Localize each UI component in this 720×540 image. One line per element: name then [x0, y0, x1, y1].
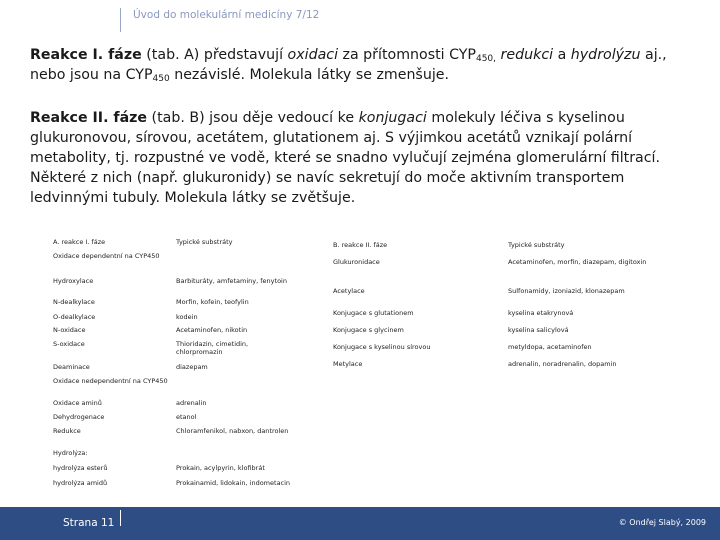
table-cell-substrate: metyldopa, acetaminofen [508, 343, 592, 351]
paragraph-phase-one [30, 45, 700, 85]
text-run-italic: redukci [500, 47, 554, 63]
table-cell-substrate: Thioridazin, cimetidin, chlorpromazin [176, 340, 249, 356]
table-cell-substrate: Prokainamid, lidokain, indometacin [176, 479, 291, 487]
table-cell-substrate: Prokain, acylpyrin, klofibrát [176, 464, 265, 472]
footer-divider [120, 510, 121, 526]
table-cell-substrate: Barbituráty, amfetaminy, fenytoin [176, 277, 287, 285]
table-cell-reaction: Dehydrogenace [53, 413, 105, 421]
table-cell-reaction: Konjugace s glutationem [333, 309, 414, 317]
phase-one-heading: Reakce I. fáze [30, 47, 142, 63]
text-run: (tab. A) představují [141, 47, 288, 63]
table-cell-reaction: Hydrolýza: [53, 449, 88, 457]
table-cell-substrate: diazepam [176, 363, 208, 371]
table-cell-reaction: S-oxidace [53, 340, 85, 348]
table-cell-reaction: Konjugace s kyselinou sírovou [333, 343, 431, 351]
copyright-notice: © Ondřej Slabý, 2009 [618, 518, 706, 527]
text-run: nezávislé. Molekula látky se zmenšuje. [169, 67, 449, 83]
table-cell-substrate: kodein [176, 313, 198, 321]
table-cell-substrate: Chloramfenikol, nabxon, dantrolen [176, 427, 289, 435]
text-run-italic: oxidaci [287, 47, 339, 63]
subscript: 450 [152, 74, 170, 84]
table-cell-reaction: O-dealkylace [53, 313, 96, 321]
paragraph-phase-two [30, 108, 700, 208]
table-cell-substrate: kyselina etakrynová [508, 309, 574, 317]
table-cell-substrate: Typické substráty [176, 238, 233, 246]
table-cell-reaction: Glukuronidace [333, 258, 380, 266]
text-run: aj., nebo jsou na CYP [30, 47, 667, 83]
table-cell-substrate: Sulfonamidy, izoniazid, klonazepam [508, 287, 625, 295]
text-run: (tab. B) jsou děje vedoucí ke [147, 110, 359, 126]
text-run-italic: hydrolýzu [570, 47, 641, 63]
table-cell-reaction: B. reakce II. fáze [333, 241, 388, 249]
table-cell-reaction: hydrolýza amidů [53, 479, 108, 487]
table-cell-substrate: Typické substráty [508, 241, 565, 249]
subscript: 450, [475, 54, 497, 64]
text-run-italic: konjugaci [358, 110, 427, 126]
table-cell-reaction: Metylace [333, 360, 363, 368]
table-cell-substrate: Acetaminofen, morfin, diazepam, digitoxin [508, 258, 647, 266]
slide-header-title: Úvod do molekulární medicíny 7/12 [133, 9, 320, 21]
table-cell-substrate: etanol [176, 413, 197, 421]
table-cell-reaction: Redukce [53, 427, 81, 435]
table-cell-substrate: Acetaminofen, nikotin [176, 326, 248, 334]
table-cell-substrate: adrenalin [176, 399, 207, 407]
text-run: za přítomnosti CYP [338, 47, 476, 63]
text-run: molekuly léčiva s kyselinou glukuronovou, sírovou, acetátem, glutationem aj. S výjimkou acetátů vznikají polární metabolity, tj. rozpustné ve vodě, které se snadno vylučují zejména glomerulární filtrací. Některé z nich (např. glukuronidy) se navíc sekretují do moče aktivním transportem ledvinnými tubuly. Molekula látky se zvětšuje. [30, 110, 660, 206]
header-divider [120, 8, 121, 32]
table-cell-reaction: N-dealkylace [53, 298, 95, 306]
table-cell-reaction: Deaminace [53, 363, 90, 371]
phase-two-heading: Reakce II. fáze [30, 110, 148, 126]
table-cell-reaction: N-oxidace [53, 326, 86, 334]
page-number: Strana 11 [63, 517, 115, 529]
table-cell-reaction: A. reakce I. fáze [53, 238, 106, 246]
table-cell-substrate: kyselina salicylová [508, 326, 569, 334]
table-cell-reaction: hydrolýza esterů [53, 464, 108, 472]
table-cell-reaction: Oxidace dependentní na CYP450 [53, 252, 160, 260]
table-cell-reaction: Oxidace nedependentní na CYP450 [53, 377, 168, 385]
table-cell-reaction: Acetylace [333, 287, 365, 295]
table-cell-reaction: Konjugace s glycinem [333, 326, 404, 334]
table-cell-reaction: Hydroxylace [53, 277, 94, 285]
table-cell-substrate: Morfin, kofein, teofylin [176, 298, 249, 306]
table-cell-reaction: Oxidace aminů [53, 399, 102, 407]
text-run: a [553, 47, 571, 63]
table-cell-substrate: adrenalin, noradrenalin, dopamin [508, 360, 617, 368]
